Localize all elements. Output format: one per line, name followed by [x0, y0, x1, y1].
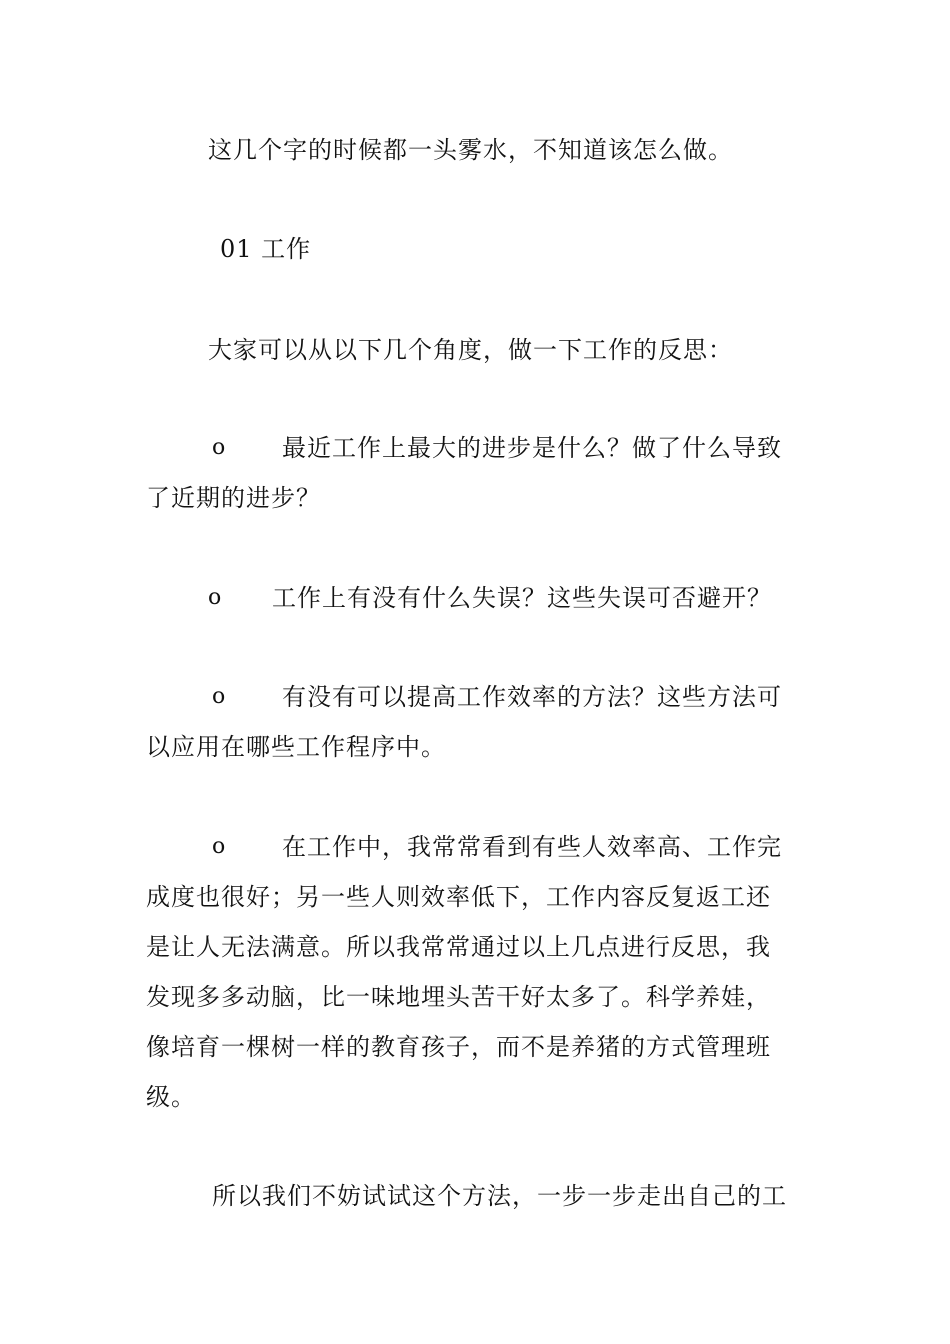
intro-line: 这几个字的时候都一头雾水，不知道该怎么做。	[208, 136, 733, 164]
list-item-4-line-6: 级。	[146, 1083, 196, 1111]
list-item-4-line-4: 发现多多动脑，比一味地埋头苦干好太多了。科学养娃，	[146, 983, 771, 1011]
list-item-4-line-1: 在工作中，我常常看到有些人效率高、工作完	[282, 833, 782, 861]
bullet-marker: o	[212, 834, 226, 859]
list-item-1-line-1: 最近工作上最大的进步是什么？做了什么导致	[282, 434, 782, 462]
lead-paragraph: 大家可以从以下几个角度，做一下工作的反思：	[208, 336, 733, 364]
closing-paragraph-line-1: 所以我们不妨试试这个方法，一步一步走出自己的工	[212, 1182, 787, 1210]
bullet-marker: o	[208, 585, 222, 610]
list-item-2-line-1: 工作上有没有什么失误？这些失误可否避开？	[272, 584, 772, 612]
list-item-1-line-2: 了近期的进步？	[146, 484, 321, 512]
list-item-3-line-2: 以应用在哪些工作程序中。	[146, 733, 446, 761]
bullet-marker: o	[212, 435, 226, 460]
list-item-4-line-3: 是让人无法满意。所以我常常通过以上几点进行反思，我	[146, 933, 771, 961]
section-heading: 01 工作	[220, 235, 312, 263]
list-item-3-line-1: 有没有可以提高工作效率的方法？这些方法可	[282, 683, 782, 711]
bullet-marker: o	[212, 684, 226, 709]
list-item-4-line-5: 像培育一棵树一样的教育孩子，而不是养猪的方式管理班	[146, 1033, 771, 1061]
list-item-4-line-2: 成度也很好；另一些人则效率低下，工作内容反复返工还	[146, 883, 771, 911]
